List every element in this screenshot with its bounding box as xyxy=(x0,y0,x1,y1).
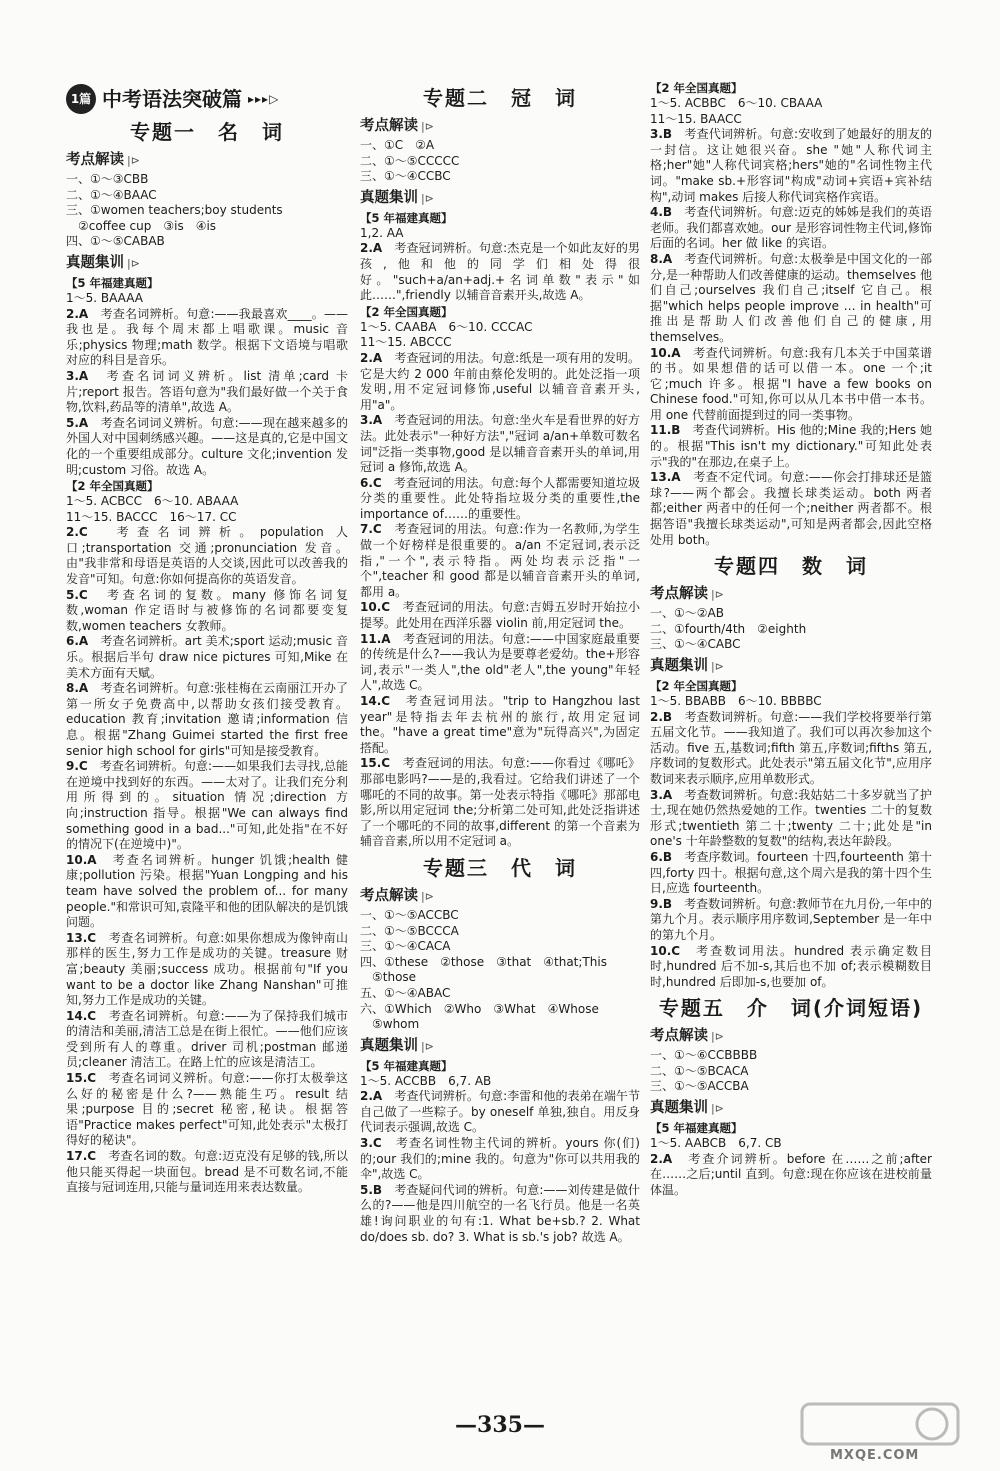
item-number: 14.C xyxy=(360,694,391,708)
heading-arrow-icon: |⊳ xyxy=(421,191,434,205)
item-text: 考查数词辨析。句意:教师节在九月份,一年中的第九个月。表示顺序用序数词,September 是一年中的第九个月。 xyxy=(650,896,932,942)
item-number: 3.A xyxy=(360,413,383,428)
part-badge-icon: 1篇 xyxy=(66,84,96,114)
watermark-url: MXQE.COM xyxy=(830,1448,920,1463)
answer-line: 11～15. ABCCC xyxy=(360,335,452,350)
explanation-item xyxy=(66,681,348,759)
section-heading-text: 真题集训 xyxy=(650,1100,708,1117)
heading-arrow-icon: |⊳ xyxy=(421,889,434,903)
explanation-list xyxy=(650,710,932,991)
item-number: 10.C xyxy=(360,600,391,615)
item-number: 2.A xyxy=(360,350,383,365)
item-text: 考查代词辨析。His 他的;Mine 我的;Hers 她的。根据"This isn't my dictionary."可知此处表示"我的"在那边,在桌子上。 xyxy=(650,423,932,469)
item-text: 考查代词辨析。句意:我有几本关于中国菜谱的书。如果想借的话可以借一本。one 一个;it 它;much 许多。根据"I have a few books on Chinese food."可知,你可以从几本书中借一本书。用 one 代替前面提到过的同一类事物。 xyxy=(650,345,932,422)
item-text: 考查名词辨析。句意:——如果我们去寻找,总能在逆境中找到好的东西。——太对了。让我们充分利用所得到的。situation 情况;direction 方向;instruction 指导。根据"We can always find something good in a bad..."可知,此处指"在不好的情况下(在逆境中)"。 xyxy=(66,759,348,852)
explanation-item xyxy=(66,307,348,369)
section-heading-text: 考点解读 xyxy=(650,1028,708,1045)
item-number: 9.C xyxy=(66,759,88,774)
answer-line: 1～5. BBABB 6～10. BBBBC xyxy=(650,694,822,708)
answer-line: 六、①Which ②Who ③What ④Whose xyxy=(360,1001,599,1016)
item-text: 考查名词辨析。句意:——为了保持我们城市的清洁和美丽,清洁工总是在街上很忙。——他们应该受到所有人的尊重。driver 司机;postman 邮递员;cleaner 清洁工。在路上忙的应该是清洁工。 xyxy=(66,1008,348,1070)
explanation-item xyxy=(360,1089,640,1136)
item-text: 考查代词辨析。句意:李雷和他的表弟在端午节自己做了一些粽子。by oneself 单独,独自。用反身代词表示强调,故选 C。 xyxy=(360,1089,640,1135)
answer-line: ⑤whom xyxy=(360,1017,420,1032)
explanation-item xyxy=(360,1136,640,1183)
section-heading xyxy=(360,1036,640,1057)
section-heading xyxy=(66,253,348,274)
item-number: 4.B xyxy=(650,205,673,220)
explanation-item xyxy=(66,1071,348,1149)
item-text: 考查名词辨析。art 美术;sport 运动;music 音乐。根据后半句 draw nice pictures 可知,Mike 在美术方面有天赋。 xyxy=(66,634,348,680)
answer-line: 一、①～③CBB xyxy=(66,172,149,186)
item-text: 考查冠词辨析。句意:杰克是一个如此友好的男孩,他和他的同学们相处得很好。"such+a/an+adj.+名词单数"表示"如此……",friendly 以辅音音素开头,故选 A。 xyxy=(360,241,640,303)
source-tag: 【5 年福建真题】 xyxy=(66,275,159,290)
item-text: 考查代词辨析。句意:迈克的姊姊是我们的英语老师。我们都喜欢她。our 是形容词性物主代词,修饰后面的名词。her 做 like 的宾语。 xyxy=(650,205,932,251)
kp-lines xyxy=(650,606,932,653)
item-number: 3.A xyxy=(66,368,89,383)
part-title-text: 中考语法突破篇 xyxy=(102,87,242,111)
item-number: 2.B xyxy=(650,709,673,724)
answer-line: 1～5. ACBBC 6～10. CBAAA xyxy=(650,96,823,110)
answer-line: 一、①C ②A xyxy=(360,138,435,152)
section-heading-text: 考点解读 xyxy=(650,586,708,603)
explanation-item xyxy=(650,710,932,788)
section-heading xyxy=(650,584,932,605)
explanation-item xyxy=(650,346,932,424)
item-text: 考查名词辨析。句意:——我最喜欢____。——我也是。我每个周末都上唱歌课。music 音乐;physics 物理;math 数学。根据下文语境与唱歌对应的科目是音乐。 xyxy=(66,306,348,368)
item-text: 考查名词辨析。句意:张桂梅在云南丽江开办了第一所女子免费高中,以帮助女孩们接受教育。education 教育;invitation 邀请;information 信息。根据"Zhang Guimei started the first free senior high school for girls"可知是接受教育。 xyxy=(66,681,348,758)
explanation-item xyxy=(360,694,640,756)
explanation-item xyxy=(360,1183,640,1245)
answer-line: 五、①～④ABAC xyxy=(360,985,451,1000)
item-number: 2.A xyxy=(66,306,89,321)
heading-arrow-icon: |⊳ xyxy=(127,154,140,167)
item-number: 11.A xyxy=(360,631,391,646)
answer-line: 11～15. BACCC 16～17. CC xyxy=(66,509,237,524)
heading-arrow-icon: |⊳ xyxy=(421,120,434,133)
explanation-item xyxy=(66,369,348,416)
item-text: 考查不定代词。句意:——你会打排球还是篮球?——两个都会。我擅长球类运动。both 两者都;either 两者中的任何一个;neither 两者都不。根据答语"我擅长球类运动",可知是两者都会,因此空格处用 both。 xyxy=(650,470,932,547)
answer-line: 一、①～⑤ACCBC xyxy=(360,907,459,922)
source-tag: 【2 年全国真题】 xyxy=(650,81,743,95)
section-heading xyxy=(360,188,640,209)
source-tag: 【5 年福建真题】 xyxy=(360,210,453,225)
item-number: 6.C xyxy=(360,475,382,490)
explanation-item xyxy=(650,252,932,346)
explanation-list xyxy=(66,307,348,479)
column-1 xyxy=(66,80,348,1196)
part-arrows-icon: ▸▸▸▷ xyxy=(248,92,280,106)
item-text: 考查冠词用法。"trip to Hangzhou last year"是特指去年去杭州的旅行,故用定冠词 the。"have a great time"意为"玩得高兴",为固定搭配。 xyxy=(360,694,640,755)
item-text: 考查冠词的用法。句意:吉姆五岁时开始拉小提琴。此处用在西洋乐器 violin 前,用定冠词 the。 xyxy=(360,600,640,631)
section-heading-text: 真题集训 xyxy=(66,254,124,271)
answer-line: 11～15. BAACC xyxy=(650,111,742,126)
page-number: —335— xyxy=(455,1412,545,1438)
heading-arrow-icon: |⊳ xyxy=(711,1102,724,1116)
explanation-item xyxy=(360,241,640,303)
explanation-item xyxy=(66,759,348,853)
answer-line: 二、①～⑤CCCCC xyxy=(360,153,460,168)
item-number: 5.B xyxy=(360,1182,383,1197)
explanation-item xyxy=(650,127,932,205)
explanation-item xyxy=(66,416,348,478)
section-heading-text: 真题集训 xyxy=(650,658,708,674)
answer-line: 三、①～⑤ACCBA xyxy=(650,1079,749,1094)
item-number: 5.A xyxy=(66,415,89,430)
item-text: 考查冠词的用法。句意:作为一名教师,为学生做一个好榜样是很重要的。a/an 不定冠词,表示泛指,"一个",表示特指。两处均表示泛指"一个",teacher 和 good 都是以辅音音素开头的单词,都用 a。 xyxy=(360,522,640,599)
kp-lines xyxy=(66,172,348,250)
item-number: 11.B xyxy=(650,423,681,438)
answer-line: 二、①fourth/4th ②eighth xyxy=(650,621,807,636)
explanation-item xyxy=(66,931,348,1009)
kp-lines xyxy=(360,138,640,185)
item-text: 考查名词词义辨析。list 清单;card 卡片;report 报告。答语句意为"我们最好做一个关于食物,饮料,药品等的清单",故选 A。 xyxy=(66,368,348,415)
answer-line: 1～5. ACBCC 6～10. ABAAA xyxy=(66,494,239,509)
item-number: 6.A xyxy=(66,634,89,649)
explanation-item xyxy=(650,897,932,944)
column-3 xyxy=(650,80,932,1198)
answer-line: 二、①～④BAAC xyxy=(66,187,157,202)
item-number: 8.A xyxy=(66,681,89,696)
explanation-item xyxy=(360,413,640,475)
section-heading xyxy=(360,886,640,907)
item-text: 考查名词词义辨析。句意:——你打太极拳这么好的秘密是什么?——熟能生巧。result 结果;purpose 目的;secret 秘密,秘诀。根据答语"Practice makes perfect"可知,此处表示"太极打得好的秘诀"。 xyxy=(66,1071,348,1148)
item-number: 8.A xyxy=(650,251,673,266)
explanation-item xyxy=(66,525,348,587)
source-tag: 【5 年福建真题】 xyxy=(650,1121,743,1136)
answer-line: 四、①～⑤CABAB xyxy=(66,234,165,249)
item-text: 考查代词辨析。句意:太极拳是中国文化的一部分,是一种帮助人们改善健康的运动。themselves 他们自己;ourselves 我们自己;itself 它自己。根据"which helps people improve … in health"可推出是帮助人们改善他们自己的健康,用 themselves。 xyxy=(650,251,932,344)
item-text: 考查冠词的用法。句意:每个人都需要知道垃圾分类的重要性。此处特指垃圾分类的重要性,the importance of……的重要性。 xyxy=(360,475,640,521)
explanation-item xyxy=(66,853,348,931)
item-number: 2.C xyxy=(66,525,88,540)
topic-title: 专题四 数 词 xyxy=(714,554,868,579)
explanation-item xyxy=(650,470,932,548)
item-text: 考查疑问代词的辨析。句意:——刘传建是做什么的?——他是四川航空的一名飞行员。他是一名英雄!询问职业的句有:1. What be+sb.? 2. What do/does sb. do? 3. What is sb.'s job? 故选 A。 xyxy=(360,1182,640,1244)
item-text: 考查名词辨析。句意:如果你想成为像钟南山那样的医生,努力工作是成功的关键。treasure 财富;beauty 美丽;success 成功。根据前句"If you want to be a doctor like Zhang Nanshan"可推知,努力工作是成功的关键。 xyxy=(66,930,348,1008)
part-title xyxy=(66,84,348,114)
item-text: 考查名词性物主代词的辨析。yours 你(们)的;our 我们的;mine 我的。句意为"你可以共用我的伞",故选 C。 xyxy=(360,1136,640,1182)
item-number: 3.C xyxy=(360,1136,382,1151)
item-number: 10.A xyxy=(650,345,681,360)
answer-line: 1～5. AABCB 6,7. CB xyxy=(650,1136,782,1151)
topic-title: 专题一 名 词 xyxy=(130,120,284,144)
item-number: 7.C xyxy=(360,522,382,537)
answer-line: 一、①～②AB xyxy=(650,606,724,621)
heading-arrow-icon: |⊳ xyxy=(711,588,724,602)
explanation-list xyxy=(360,241,640,303)
item-text: 考查名词词义辨析。句意:——现在越来越多的外国人对中国刺绣感兴趣。——这是真的,它是中国文化的一个重要组成部分。culture 文化;invention 发明;custom 习俗。故选 A。 xyxy=(66,415,348,477)
item-text: 考查冠词的用法。句意:——你看过《哪吒》那部电影吗?——是的,我看过。它给我们讲述了一个哪吒的不同的故事。第一处表示特指《哪吒》那部电影,所以用定冠词 the;分析第二处可知,此处泛指讲述了一个哪吒的不同的故事,different 的第一个音素为辅音音素,所以用不定冠词 a。 xyxy=(360,756,640,849)
explanation-item xyxy=(66,634,348,681)
heading-arrow-icon: |⊳ xyxy=(711,660,724,673)
answer-line: 1,2. AA xyxy=(360,225,404,240)
explanation-item xyxy=(650,1152,932,1199)
explanation-item xyxy=(360,600,640,631)
source-tag: 【2 年全国真题】 xyxy=(650,679,743,693)
answer-line: 二、①～⑤BCCCA xyxy=(360,923,459,938)
section-heading xyxy=(650,1026,932,1047)
answer-line: 三、①～④CACA xyxy=(360,939,451,954)
kp-lines xyxy=(650,1048,932,1095)
explanation-item xyxy=(650,850,932,897)
section-heading-text: 考点解读 xyxy=(360,887,418,904)
explanation-item xyxy=(360,351,640,413)
item-number: 10.A xyxy=(66,852,97,867)
watermark-logo-icon xyxy=(800,1400,960,1448)
explanation-list xyxy=(360,1089,640,1245)
item-number: 9.B xyxy=(650,896,673,911)
item-text: 考查名词辨析。hunger 饥饿;health 健康;pollution 污染。根据"Yuan Longping and his team have solved the problem of... for many people."和常识可知,袁隆平和他的团队解决的是饥饿问题。 xyxy=(66,852,348,930)
section-heading-text: 考点解读 xyxy=(66,152,124,168)
heading-arrow-icon: |⊳ xyxy=(127,256,140,270)
item-text: 考查数词辨析。句意:——我们学校将要举行第五届文化节。——我知道了。我们可以再次参加这个活动。five 五,基数词;fifth 第五,序数词;fifths 第五,序数词的复数形式。此处表示"第五届文化节",应用序数词来表示顺序,应用单数形式。 xyxy=(650,709,932,786)
explanation-item xyxy=(650,944,932,991)
item-number: 14.C xyxy=(66,1008,97,1023)
heading-arrow-icon: |⊳ xyxy=(711,1030,724,1044)
item-text: 考查代词辨析。句意:安收到了她最好的朋友的一封信。这让她很兴奋。she "她"人称代词主格;her"她"人称代词宾格;hers"她的"名词性物主代词。"make sb.+形容词"构成"动词+宾语+宾补结构",动词 makes 后接人称代词宾格作宾语。 xyxy=(650,127,932,204)
item-number: 17.C xyxy=(66,1149,97,1164)
kp-lines xyxy=(360,908,640,1033)
explanation-item xyxy=(66,1149,348,1196)
item-number: 10.C xyxy=(650,943,681,958)
item-text: 考查序数词。fourteen 十四,fourteenth 第十四,forty 四十。根据句意,这个周六是我的第十四个生日,应选 fourteenth。 xyxy=(650,849,932,896)
explanation-list xyxy=(360,351,640,850)
answer-line: 1～5. CAABA 6～10. CCCAC xyxy=(360,319,533,334)
section-heading xyxy=(360,116,640,137)
explanation-item xyxy=(360,756,640,850)
explanation-item xyxy=(360,632,640,694)
explanation-item xyxy=(360,476,640,523)
explanation-item xyxy=(650,205,932,252)
item-text: 考查冠词的用法。句意:——中国家庭最重要的传统是什么?——我认为是要尊老爱幼。the+形容词,表示"一类人",the old"老人",the young"年轻人",故选 C。 xyxy=(360,631,640,693)
source-tag: 【2 年全国真题】 xyxy=(360,304,453,319)
explanation-item xyxy=(66,1009,348,1071)
answer-line: 四、①these ②those ③that ④that;This xyxy=(360,954,607,969)
topic-title: 专题三 代 词 xyxy=(423,855,577,880)
section-heading-text: 真题集训 xyxy=(360,189,418,206)
item-text: 考查名词辨析。population 人口;transportation 交通;pronunciation 发音。由"我非常和母语是英语的人交谈,因此可以改善我的发音"可知。句意:你如何提高你的英语发音。 xyxy=(66,525,348,587)
item-text: 考查名词的数。句意:迈克没有足够的钱,所以他只能买得起一块面包。bread 是不可数名词,不能直接与冠词连用,只能与量词连用来表达数量。 xyxy=(66,1149,348,1195)
item-text: 考查介词辨析。before 在……之前;after 在……之后;until 直到。句意:现在你应该在进校前量体温。 xyxy=(650,1151,932,1197)
item-text: 考查数词辨析。句意:我姑姑二十多岁就当了护士,现在她仍然热爱她的工作。twenties 二十的复数形式;twentieth 第二十;twenty 二十;此处是"in one's 十年龄整数的复数"的结构,表达年龄段。 xyxy=(650,787,932,849)
source-tag: 【5 年福建真题】 xyxy=(360,1058,453,1073)
item-text: 考查名词的复数。many 修饰名词复数,woman 作定语时与被修饰的名词都要变复数,women teachers 女教师。 xyxy=(66,587,348,633)
answer-line: 一、①～⑥CCBBBB xyxy=(650,1048,758,1063)
explanation-list xyxy=(650,127,932,548)
item-number: 3.A xyxy=(650,787,673,802)
answer-line: 二、①～⑤BCACA xyxy=(650,1063,749,1078)
item-text: 考查数词用法。hundred 表示确定数目时,hundred 后不加-s,其后也不加 of;表示模糊数目时,hundred 后即加-s,也要加 of。 xyxy=(650,943,932,989)
answer-line: 三、①～④CABC xyxy=(650,637,741,652)
item-number: 6.B xyxy=(650,849,673,864)
answer-line: 1～5. ACCBB 6,7. AB xyxy=(360,1073,492,1088)
item-number: 3.B xyxy=(650,127,673,142)
item-text: 考查冠词的用法。句意:坐火车是看世界的好方法。此处表示"一种好方法","冠词 a/an+单数可数名词"泛指一类事物,good 是以辅音音素开头的单词,用冠词 a 修饰,故选 A。 xyxy=(360,413,640,475)
topic-title: 专题二 冠 词 xyxy=(423,86,577,110)
explanation-item xyxy=(650,788,932,850)
answer-line: 三、①women teachers;boy students xyxy=(66,203,283,218)
item-number: 13.A xyxy=(650,470,681,485)
item-text: 考查冠词的用法。句意:纸是一项有用的发明。它是大约 2 000 年前由蔡伦发明的。此处泛指一项发明,用不定冠词修饰,useful 以辅音音素开头,用"a"。 xyxy=(360,350,640,412)
item-number: 13.C xyxy=(66,930,97,945)
answer-line: ⑤those xyxy=(360,970,417,985)
source-tag: 【2 年全国真题】 xyxy=(66,479,159,494)
column-2 xyxy=(360,80,640,1245)
section-heading xyxy=(650,1098,932,1119)
section-heading-text: 真题集训 xyxy=(360,1037,418,1054)
heading-arrow-icon: |⊳ xyxy=(421,1039,434,1053)
section-heading xyxy=(66,150,348,171)
item-number: 15.C xyxy=(66,1071,97,1086)
item-number: 2.A xyxy=(650,1151,673,1166)
explanation-list xyxy=(650,1152,932,1199)
item-number: 2.A xyxy=(360,1089,383,1104)
topic-title: 专题五 介 词(介词短语) xyxy=(658,996,924,1021)
answer-line: ②coffee cup ③is ④is xyxy=(66,218,217,233)
explanation-list xyxy=(66,525,348,1196)
answer-line: 三、①～④CCBC xyxy=(360,169,451,184)
explanation-item xyxy=(66,588,348,635)
section-heading-text: 考点解读 xyxy=(360,118,418,134)
section-heading xyxy=(650,656,932,677)
item-number: 5.C xyxy=(66,587,88,602)
answer-line: 1～5. BAAAA xyxy=(66,290,143,305)
item-number: 2.A xyxy=(360,241,383,256)
explanation-item xyxy=(360,522,640,600)
item-number: 15.C xyxy=(360,756,391,771)
explanation-item xyxy=(650,423,932,470)
